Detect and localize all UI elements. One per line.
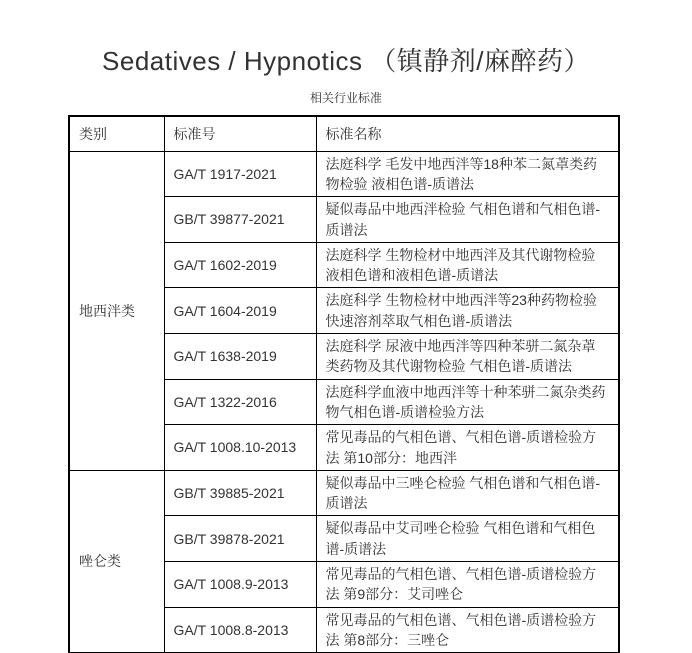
standard-name: 法庭科学 生物检材中地西泮及其代谢物检验 液相色谱和液相色谱-质谱法	[316, 242, 619, 288]
category-cell-diazepam: 地西泮类	[69, 151, 164, 470]
column-header-category: 类别	[69, 116, 164, 151]
standard-code: GA/T 1322-2016	[164, 379, 316, 425]
standard-name: 常见毒品的气相色谱、气相色谱-质谱检验方法 第10部分：地西泮	[316, 425, 619, 471]
table-row	[69, 470, 619, 516]
standard-name: 常见毒品的气相色谱、气相色谱-质谱检验方法 第8部分：三唑仑	[316, 607, 619, 653]
standard-name: 疑似毒品中地西泮检验 气相色谱和气相色谱-质谱法	[316, 197, 619, 243]
standard-name: 疑似毒品中艾司唑仑检验 气相色谱和气相色谱-质谱法	[316, 516, 619, 562]
standard-code: GA/T 1638-2019	[164, 334, 316, 380]
standard-name: 法庭科学 尿液中地西泮等四种苯骈二氮杂䓬类药物及其代谢物检验 气相色谱-质谱法	[316, 334, 619, 380]
table-row	[69, 151, 619, 197]
column-header-name: 标准名称	[316, 116, 619, 151]
standard-name: 疑似毒品中三唑仑检验 气相色谱和气相色谱-质谱法	[316, 470, 619, 516]
standard-code: GA/T 1008.9-2013	[164, 562, 316, 608]
category-cell-zolam: 唑仑类	[69, 470, 164, 653]
standard-name: 法庭科学 生物检材中地西泮等23种药物检验 快速溶剂萃取气相色谱-质谱法	[316, 288, 619, 334]
header-row	[69, 116, 619, 151]
standards-table	[68, 115, 620, 653]
standard-code: GA/T 1604-2019	[164, 288, 316, 334]
column-header-code: 标准号	[164, 116, 316, 151]
standard-code: GB/T 39877-2021	[164, 197, 316, 243]
standard-name: 法庭科学 毛发中地西泮等18种苯二氮䓬类药物检验 液相色谱-质谱法	[316, 151, 619, 197]
page-title: Sedatives / Hypnotics （镇静剂/麻醉药）	[102, 46, 590, 76]
standard-code: GB/T 39885-2021	[164, 470, 316, 516]
standard-code: GA/T 1008.10-2013	[164, 425, 316, 471]
standard-code: GA/T 1008.8-2013	[164, 607, 316, 653]
page-subtitle: 相关行业标准	[309, 91, 382, 106]
standard-name: 常见毒品的气相色谱、气相色谱-质谱检验方法 第9部分：艾司唑仑	[316, 562, 619, 608]
standard-name: 法庭科学血液中地西泮等十种苯骈二氮杂类药物气相色谱-质谱检验方法	[316, 379, 619, 425]
standard-code: GB/T 39878-2021	[164, 516, 316, 562]
standard-code: GA/T 1917-2021	[164, 151, 316, 197]
standard-code: GA/T 1602-2019	[164, 242, 316, 288]
